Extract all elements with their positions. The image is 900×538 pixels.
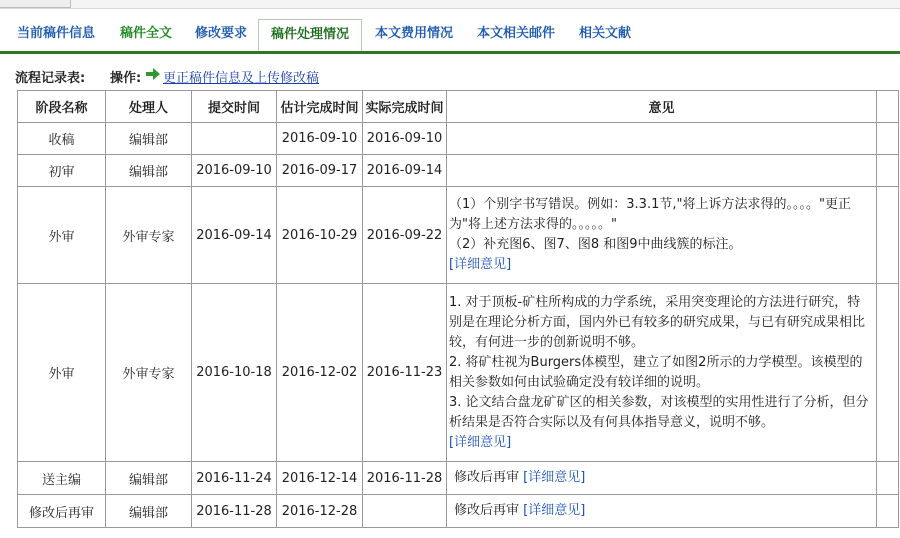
cell-opinion	[447, 187, 877, 284]
table-row	[18, 187, 899, 284]
cell-extra	[877, 462, 899, 495]
col-extra	[877, 91, 899, 123]
cell-submit: 2016-09-10	[192, 155, 277, 187]
cell-submit: 2016-11-24	[192, 462, 277, 495]
cell-extra	[877, 495, 899, 528]
cell-stage: 外审	[18, 187, 106, 284]
cell-opinion	[447, 123, 877, 155]
tab-processing-status[interactable]: 稿件处理情况	[258, 19, 362, 51]
opinion-line: （1）个别字书写错误。例如：3.3.1节,"将上诉方法求得的。。。。"更正	[449, 197, 851, 212]
cell-est: 2016-09-10	[277, 123, 363, 155]
cell-stage: 送主编	[18, 462, 106, 495]
table-row	[18, 155, 899, 187]
flow-header	[15, 67, 320, 86]
col-handler: 处理人	[106, 91, 192, 123]
cell-opinion	[447, 462, 877, 495]
cell-opinion	[447, 495, 877, 528]
cell-submit: 2016-10-18	[192, 284, 277, 462]
cell-handler: 编辑部	[106, 495, 192, 528]
tab-revision-requirements[interactable]: 修改要求	[194, 26, 247, 41]
opinion-line: 2. 将矿柱视为Burgers体模型，建立了如图2所示的力学模型。该模型的	[449, 354, 863, 370]
col-actual-time: 实际完成时间	[363, 91, 447, 123]
top-strip	[0, 0, 900, 9]
cell-actual: 2016-09-22	[363, 187, 447, 284]
cell-extra	[877, 284, 899, 462]
cell-actual	[363, 495, 447, 528]
col-estimated-time: 估计完成时间	[277, 91, 363, 123]
col-opinion: 意见	[447, 91, 877, 123]
arrow-right-icon	[146, 68, 160, 80]
cell-est: 2016-12-14	[277, 462, 363, 495]
cell-actual: 2016-09-10	[363, 123, 447, 155]
update-manuscript-link[interactable]: 更正稿件信息及上传修改稿	[163, 71, 320, 86]
opinion-text: 修改后再审	[454, 503, 520, 518]
cell-stage: 外审	[18, 284, 106, 462]
cell-stage: 收稿	[18, 123, 106, 155]
tab-fees[interactable]: 本文费用情况	[374, 26, 453, 41]
cell-extra	[877, 155, 899, 187]
tab-full-text[interactable]: 稿件全文	[119, 26, 172, 41]
col-stage: 阶段名称	[18, 91, 106, 123]
cell-handler: 编辑部	[106, 123, 192, 155]
cell-actual: 2016-11-23	[363, 284, 447, 462]
tab-bar	[0, 17, 900, 54]
cell-extra	[877, 187, 899, 284]
opinion-line: （2）补充图6、图7、图8 和图9中曲线簇的标注。	[449, 237, 742, 252]
cell-handler: 外审专家	[106, 284, 192, 462]
cell-est: 2016-10-29	[277, 187, 363, 284]
cell-submit: 2016-11-28	[192, 495, 277, 528]
opinion-line: 析结果是否符合实际以及有何具体指导意义，说明不够。	[449, 414, 775, 430]
table-row	[18, 462, 899, 495]
table-row	[18, 123, 899, 155]
opinion-text: 修改后再审	[454, 470, 520, 485]
col-submit-time: 提交时间	[192, 91, 277, 123]
table-row	[18, 284, 899, 462]
detail-opinion-link[interactable]: [详细意见]	[449, 257, 512, 272]
top-strip-box	[0, 0, 71, 8]
table-header-row	[18, 91, 899, 123]
operation-label: 操作:	[110, 71, 142, 86]
opinion-line: 相关参数如何由试验确定没有较详细的说明。	[449, 374, 710, 390]
opinion-line: 别是在理论分析方面，国内外已有较多的研究成果，与已有研究成果相比	[449, 314, 866, 330]
cell-actual: 2016-11-28	[363, 462, 447, 495]
cell-submit: 2016-09-14	[192, 187, 277, 284]
tab-current-manuscript-info[interactable]: 当前稿件信息	[16, 26, 95, 41]
cell-opinion	[447, 284, 877, 462]
detail-opinion-link[interactable]: [详细意见]	[523, 470, 586, 485]
detail-opinion-link[interactable]: [详细意见]	[523, 503, 586, 518]
opinion-line: 较，有何进一步的创新说明不够。	[449, 334, 645, 350]
cell-submit	[192, 123, 277, 155]
tab-related-references[interactable]: 相关文献	[578, 26, 631, 41]
cell-stage: 修改后再审	[18, 495, 106, 528]
cell-handler: 编辑部	[106, 462, 192, 495]
tab-related-emails[interactable]: 本文相关邮件	[476, 26, 555, 41]
cell-extra	[877, 123, 899, 155]
opinion-line: 3. 论文结合盘龙矿矿区的相关参数，对该模型的实用性进行了分析，但分	[449, 394, 869, 410]
detail-opinion-link[interactable]: [详细意见]	[449, 434, 512, 450]
cell-est: 2016-09-17	[277, 155, 363, 187]
cell-handler: 编辑部	[106, 155, 192, 187]
table-row	[18, 495, 899, 528]
cell-handler: 外审专家	[106, 187, 192, 284]
process-table	[17, 90, 899, 528]
cell-actual: 2016-09-14	[363, 155, 447, 187]
cell-stage: 初审	[18, 155, 106, 187]
flow-title: 流程记录表:	[15, 71, 86, 86]
cell-est: 2016-12-02	[277, 284, 363, 462]
cell-opinion	[447, 155, 877, 187]
opinion-line: 1. 对于顶板-矿柱所构成的力学系统，采用突变理论的方法进行研究，特	[449, 294, 861, 310]
opinion-line: 为"将上述方法求得的。。。。。"	[449, 217, 617, 232]
cell-est: 2016-12-28	[277, 495, 363, 528]
